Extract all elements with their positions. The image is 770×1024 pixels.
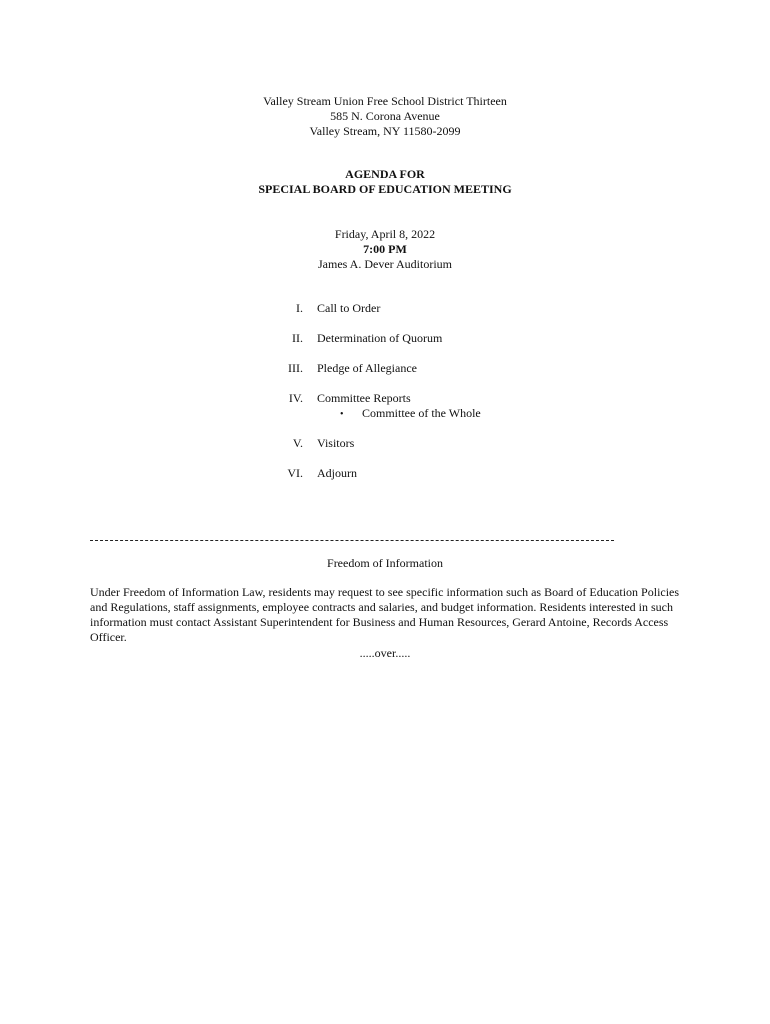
district-city: Valley Stream, NY 11580-2099 xyxy=(309,124,461,138)
agenda-title xyxy=(0,167,770,197)
over-note: .....over..... xyxy=(359,646,411,660)
agenda-title-line1: AGENDA FOR xyxy=(345,167,425,181)
agenda-item-label: Visitors xyxy=(317,436,355,450)
agenda-item-number: VI. xyxy=(287,466,303,480)
agenda-item-label: Pledge of Allegiance xyxy=(317,361,417,375)
agenda-subitem-label: Committee of the Whole xyxy=(362,406,481,420)
agenda-item-number: III. xyxy=(288,361,303,375)
agenda-item xyxy=(0,301,770,331)
agenda-item-number: I. xyxy=(296,301,303,315)
district-name: Valley Stream Union Free School District Thirteen xyxy=(263,94,507,108)
section-divider xyxy=(90,540,614,541)
agenda-item-label: Adjourn xyxy=(317,466,357,480)
meeting-date: Friday, April 8, 2022 xyxy=(334,227,436,241)
foi-body: Under Freedom of Information Law, residents may request to see specific information such as Board of Education Policies and Regulations, staff assignments, employee contracts and salaries, and budget information. Residents interested in such information must contact Assistant Superintendent for Business and Human Resources, Gerard Antoine, Records Access Officer. xyxy=(90,585,680,644)
agenda-item-number: II. xyxy=(292,331,303,345)
agenda-title-line2: SPECIAL BOARD OF EDUCATION MEETING xyxy=(258,182,512,196)
foi-title: Freedom of Information xyxy=(327,556,443,570)
agenda-item-label: Determination of Quorum xyxy=(317,331,443,345)
bullet-icon: • xyxy=(340,409,344,420)
agenda-item xyxy=(0,466,770,496)
meeting-location: James A. Dever Auditorium xyxy=(318,257,452,271)
meeting-info xyxy=(0,227,770,272)
agenda-item-label: Committee Reports xyxy=(317,391,411,405)
agenda-item xyxy=(0,436,770,466)
agenda-list xyxy=(0,301,770,496)
agenda-item-number: IV. xyxy=(288,391,303,405)
agenda-item-number: V. xyxy=(292,436,303,450)
agenda-item xyxy=(0,331,770,361)
district-address: 585 N. Corona Avenue xyxy=(330,109,440,123)
agenda-subitem xyxy=(340,406,481,422)
meeting-time: 7:00 PM xyxy=(363,242,407,256)
agenda-item xyxy=(0,391,770,436)
district-header xyxy=(0,94,770,139)
agenda-item xyxy=(0,361,770,391)
agenda-item-label: Call to Order xyxy=(317,301,381,315)
